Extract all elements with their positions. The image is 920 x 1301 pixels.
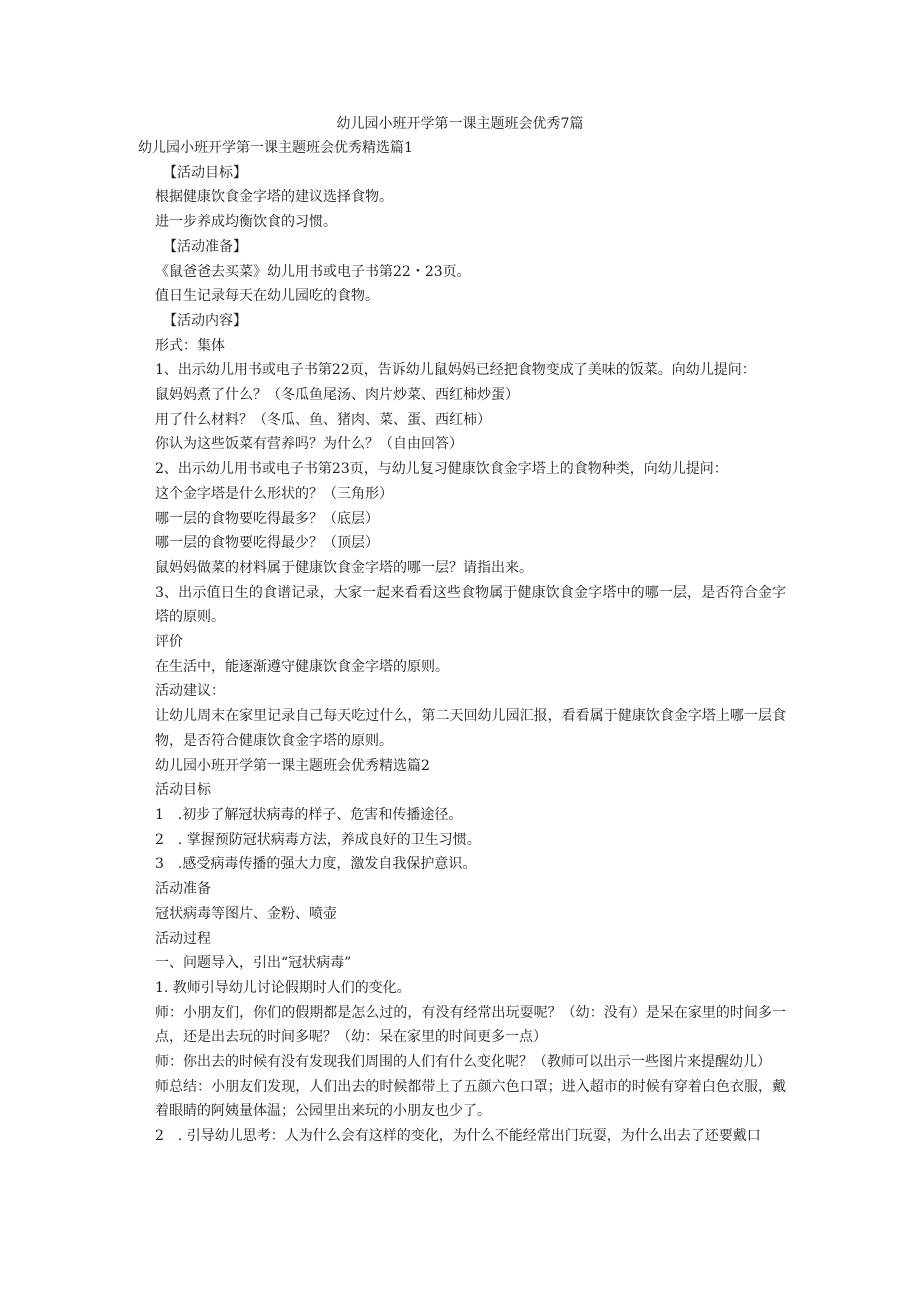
paragraph: 形式：集体 (155, 337, 225, 354)
paragraph: 1. 教师引导幼儿讨论假期时人们的变化。 (155, 979, 411, 996)
paragraph: 哪一层的食物要吃得最多？（底层） (155, 510, 379, 527)
section-heading: 【活动内容】 (163, 312, 247, 329)
paragraph: 3 .感受病毒传播的强大力度，激发自我保护意识。 (155, 856, 477, 873)
paragraph: 进一步养成均衡饮食的习惯。 (155, 214, 337, 231)
paragraph: 根据健康饮食金字塔的建议选择食物。 (155, 189, 393, 206)
paragraph: 鼠妈妈煮了什么？（冬瓜鱼尾汤、肉片炒菜、西红柿炒蛋） (155, 387, 519, 404)
paragraph: 2、出示幼儿用书或电子书第23页，与幼儿复习健康饮食金字塔上的食物种类，向幼儿提问： (155, 461, 728, 478)
paragraph: 师：你出去的时候有没有发现我们周围的人们有什么变化呢？（教师可以出示一些图片来提醒幼儿） (155, 1054, 771, 1071)
paragraph: 你认为这些饭菜有营养吗？为什么？（自由回答） (155, 436, 463, 453)
paragraph: 活动过程 (155, 930, 211, 947)
paragraph: 2 . 掌握预防冠状病毒方法，养成良好的卫生习惯。 (155, 831, 481, 848)
paragraph: 活动目标 (155, 782, 211, 799)
section-heading: 【活动目标】 (163, 164, 247, 181)
paragraph: 活动准备 (155, 881, 211, 898)
paragraph: 2 . 引导幼儿思考：人为什么会有这样的变化，为什么不能经常出门玩耍，为什么出去了还要戴口 (155, 1128, 761, 1145)
paragraph: 《鼠爸爸去买菜》幼儿用书或电子书第22・23页。 (155, 263, 471, 280)
section-heading: 【活动准备】 (163, 238, 247, 255)
paragraph: 冠状病毒等图片、金粉、喷壶 (155, 905, 337, 922)
paragraph: 用了什么材料？（冬瓜、鱼、猪肉、菜、蛋、西红柿） (155, 411, 491, 428)
document-title: 幼儿园小班开学第一课主题班会优秀7篇 (336, 116, 584, 132)
paragraph: 幼儿园小班开学第一课主题班会优秀精选篇1 (138, 140, 413, 156)
paragraph: 评价 (155, 634, 183, 651)
paragraph: 这个金字塔是什么形状的？（三角形） (155, 485, 393, 502)
paragraph: 幼儿园小班开学第一课主题班会优秀精选篇2 (155, 757, 430, 774)
document-body (138, 136, 786, 1149)
paragraph: 让幼儿周末在家里记录自己每天吃过什么，第二天回幼儿园汇报，看看属于健康饮食金字塔上哪一层食物，是否符合健康饮食金字塔的原则。 (155, 708, 786, 749)
paragraph: 哪一层的食物要吃得最少？（顶层） (155, 535, 379, 552)
paragraph: 1 .初步了解冠状病毒的样子、危害和传播途径。 (155, 806, 463, 823)
paragraph: 3、出示值日生的食谱记录，大家一起来看看这些食物属于健康饮食金字塔中的哪一层，是否符合金字塔的原则。 (155, 584, 786, 626)
paragraph: 师总结：小朋友们发现，人们出去的时候都带上了五颜六色口罩；进入超市的时候有穿着白色衣服，戴着眼睛的阿姨量体温；公园里出来玩的小朋友也少了。 (155, 1078, 786, 1120)
paragraph: 1、出示幼儿用书或电子书第22页，告诉幼儿鼠妈妈已经把食物变成了美味的饭菜。向幼儿提问： (155, 362, 756, 379)
paragraph: 师：小朋友们，你们的假期都是怎么过的，有没有经常出玩耍呢？（幼：没有）是呆在家里的时间多一点，还是出去玩的时间多呢？（幼：呆在家里的时间更多一点） (155, 1004, 786, 1046)
paragraph: 值日生记录每天在幼儿园吃的食物。 (155, 288, 379, 305)
paragraph: 一、问题导入，引出“冠状病毒” (155, 955, 352, 972)
paragraph: 活动建议： (155, 683, 225, 700)
paragraph: 在生活中，能逐渐遵守健康饮食金字塔的原则。 (155, 658, 449, 675)
paragraph: 鼠妈妈做菜的材料属于健康饮食金字塔的哪一层？请指出来。 (155, 559, 533, 576)
